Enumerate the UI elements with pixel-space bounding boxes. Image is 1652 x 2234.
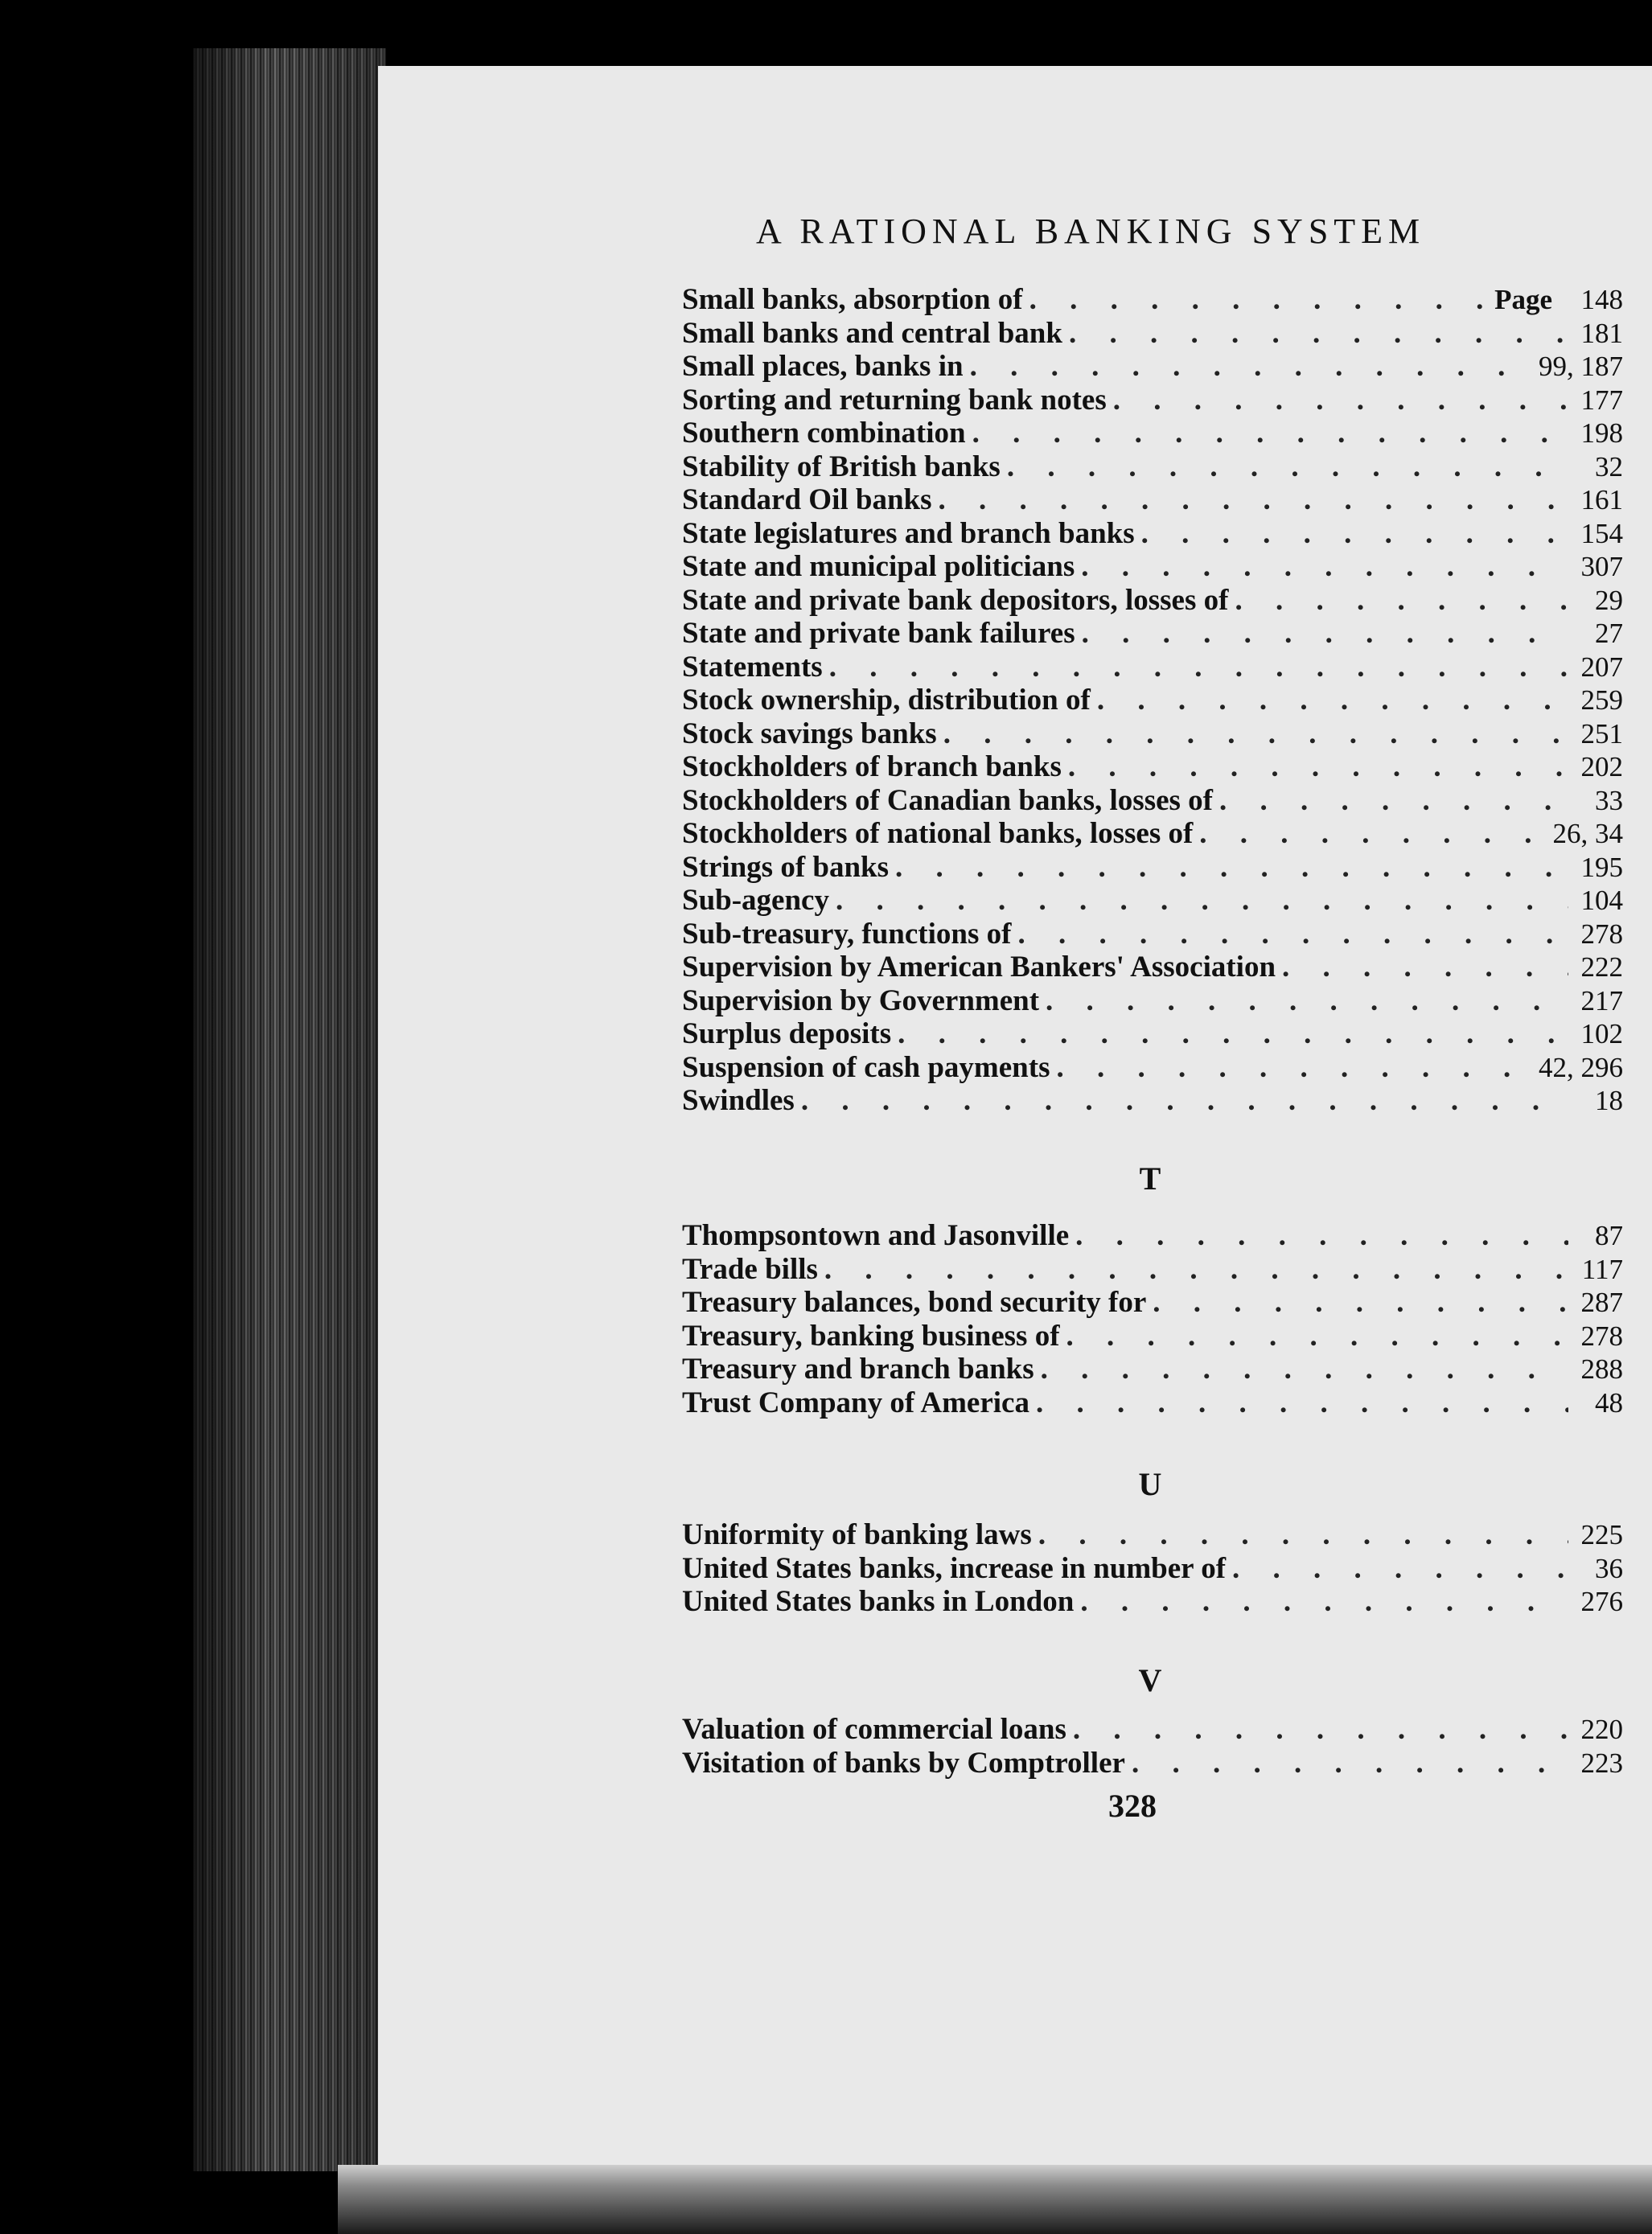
index-term: Treasury, banking business of <box>682 1319 1060 1353</box>
dot-leader <box>1036 1386 1568 1420</box>
page-reference: 32 <box>1595 450 1623 483</box>
index-term: Southern combination <box>682 417 966 450</box>
index-entry <box>682 717 1623 751</box>
index-term: Treasury and branch banks <box>682 1353 1034 1386</box>
index-term: Thompsontown and Jasonville <box>682 1219 1070 1252</box>
dot-leader <box>829 651 1568 684</box>
page-reference: 48 <box>1595 1386 1623 1419</box>
dot-leader <box>1029 283 1489 317</box>
dot-leader <box>1007 450 1568 484</box>
index-term: Trust Company of America <box>682 1386 1029 1419</box>
page-reference: 225 <box>1580 1519 1623 1550</box>
index-section-t <box>682 1219 1623 1419</box>
dot-leader <box>1282 951 1568 984</box>
dot-leader <box>1199 817 1546 851</box>
index-entry <box>682 984 1623 1018</box>
dot-leader <box>1097 684 1568 717</box>
page-reference: 148 <box>1580 284 1623 315</box>
index-entry <box>682 884 1623 918</box>
page-reference: 18 <box>1595 1085 1623 1116</box>
index-section-s <box>682 283 1623 1118</box>
index-entry <box>682 851 1623 885</box>
index-entry <box>682 1017 1623 1051</box>
index-term: Stock savings banks <box>682 717 937 750</box>
dot-leader <box>943 717 1568 751</box>
dot-leader <box>836 884 1568 918</box>
index-entry <box>682 1320 1623 1353</box>
index-entry <box>682 350 1623 384</box>
page-reference: 251 <box>1580 717 1623 749</box>
index-term: Swindles <box>682 1084 795 1117</box>
dot-leader <box>1017 918 1568 951</box>
index-entry <box>682 1585 1623 1619</box>
index-term: State and municipal politicians <box>682 550 1075 583</box>
index-entry <box>682 1353 1623 1386</box>
page-reference: 27 <box>1595 618 1623 649</box>
page-reference: 202 <box>1580 751 1623 782</box>
index-term: Valuation of commercial loans <box>682 1713 1066 1746</box>
index-term: Small banks and central bank <box>682 316 1062 350</box>
index-entry <box>682 1518 1623 1552</box>
index-term: Supervision by American Bankers' Association <box>682 951 1276 984</box>
dot-leader <box>1038 1518 1568 1552</box>
page-reference: 220 <box>1580 1714 1623 1745</box>
index-entry <box>682 1084 1623 1118</box>
index-entry <box>682 1253 1623 1287</box>
index-entry <box>682 617 1623 651</box>
dot-leader <box>895 851 1568 885</box>
page-reference: 99, 187 <box>1539 351 1623 382</box>
index-section-u <box>682 1518 1623 1619</box>
dot-leader <box>1056 1051 1532 1085</box>
page-reference: 181 <box>1580 317 1623 349</box>
index-term: Stability of British banks <box>682 450 1001 483</box>
index-term: Suspension of cash payments <box>682 1050 1050 1084</box>
dot-leader <box>1219 784 1568 818</box>
index-term: Statements <box>682 650 823 684</box>
index-term: Stockholders of Canadian banks, losses of <box>682 783 1213 817</box>
index-entry <box>682 550 1623 584</box>
index-term: State and private bank failures <box>682 617 1075 650</box>
dot-leader <box>1041 1353 1568 1386</box>
index-term: Strings of banks <box>682 850 890 884</box>
index-term: State and private bank depositors, losses of <box>682 583 1229 617</box>
page-label: Page <box>1494 284 1552 315</box>
index-entry <box>682 1747 1623 1780</box>
page-reference: 223 <box>1580 1747 1623 1779</box>
dot-leader <box>1132 1747 1568 1780</box>
index-entry <box>682 1386 1623 1420</box>
dot-leader <box>1080 1585 1568 1619</box>
dot-leader <box>1082 617 1568 651</box>
index-term: Uniformity of banking laws <box>682 1518 1032 1551</box>
index-entry <box>682 317 1623 351</box>
page-reference: 217 <box>1580 984 1623 1016</box>
index-entry <box>682 951 1623 984</box>
index-entry <box>682 1552 1623 1586</box>
index-entry <box>682 283 1623 317</box>
index-term: Small banks, absorption of <box>682 283 1023 316</box>
page-reference: 29 <box>1595 584 1623 616</box>
page-reference: 177 <box>1580 384 1623 416</box>
page-reference: 278 <box>1580 1320 1623 1352</box>
index-entry <box>682 1219 1623 1253</box>
index-section-v <box>682 1713 1623 1780</box>
index-term: United States banks in London <box>682 1585 1075 1618</box>
page-reference: 278 <box>1580 918 1623 950</box>
page-reference: 259 <box>1580 684 1623 716</box>
page-reference: 307 <box>1580 551 1623 582</box>
dot-leader <box>939 483 1568 517</box>
section-letter-u: U <box>1138 1466 1162 1502</box>
page-reference: 26, 34 <box>1552 818 1623 849</box>
index-term: Trade bills <box>682 1252 818 1286</box>
page-reference: 117 <box>1581 1253 1623 1285</box>
dot-leader <box>1069 317 1568 351</box>
page-reference: 195 <box>1580 851 1623 883</box>
page-reference: 207 <box>1580 651 1623 683</box>
page-reference: 276 <box>1580 1586 1623 1617</box>
page-reference: 33 <box>1595 784 1623 816</box>
index-entry <box>682 651 1623 684</box>
page-reference: 87 <box>1595 1220 1623 1251</box>
book-bottom-edge <box>338 2165 1652 2234</box>
index-term: Supervision by Government <box>682 984 1040 1017</box>
index-term: Sub-agency <box>682 884 829 917</box>
dot-leader <box>1046 984 1568 1018</box>
index-entry <box>682 817 1623 851</box>
dot-leader <box>1232 1552 1568 1586</box>
dot-leader <box>801 1084 1568 1118</box>
dot-leader <box>1153 1286 1568 1320</box>
index-term: United States banks, increase in number of <box>682 1551 1227 1585</box>
dot-leader <box>1073 1713 1568 1747</box>
index-term: Visitation of banks by Comptroller <box>682 1746 1125 1780</box>
dot-leader <box>1075 1219 1568 1253</box>
page-reference: 42, 296 <box>1539 1051 1623 1083</box>
index-entry <box>682 784 1623 818</box>
page-reference: 288 <box>1580 1353 1623 1385</box>
index-entry <box>682 384 1623 417</box>
dot-leader <box>1141 517 1568 551</box>
index-entry <box>682 1051 1623 1085</box>
index-entry <box>682 1713 1623 1747</box>
dot-leader <box>1235 584 1568 618</box>
index-entry <box>682 483 1623 517</box>
index-term: Stock ownership, distribution of <box>682 684 1091 717</box>
dot-leader <box>1081 550 1568 584</box>
index-entry <box>682 450 1623 484</box>
index-term: Sorting and returning bank notes <box>682 383 1107 417</box>
page-reference: 104 <box>1580 885 1623 916</box>
index-term: Surplus deposits <box>682 1017 892 1050</box>
index-entry <box>682 750 1623 784</box>
dot-leader <box>972 417 1568 450</box>
index-entry <box>682 1286 1623 1320</box>
index-entry <box>682 584 1623 618</box>
index-term: Standard Oil banks <box>682 483 932 516</box>
index-entry <box>682 517 1623 551</box>
index-entry <box>682 417 1623 450</box>
page-reference: 222 <box>1580 951 1623 983</box>
index-term: State legislatures and branch banks <box>682 516 1135 550</box>
page-reference: 102 <box>1580 1018 1623 1049</box>
index-term: Stockholders of national banks, losses of <box>682 817 1194 850</box>
page-reference: 154 <box>1580 517 1623 549</box>
dot-leader <box>970 350 1532 384</box>
index-term: Stockholders of branch banks <box>682 750 1062 783</box>
running-head: A RATIONAL BANKING SYSTEM <box>756 211 1426 251</box>
dot-leader <box>1113 384 1568 417</box>
index-entry <box>682 918 1623 951</box>
index-term: Small places, banks in <box>682 350 964 383</box>
page-reference: 198 <box>1580 417 1623 449</box>
index-entry <box>682 684 1623 717</box>
dot-leader <box>824 1253 1568 1287</box>
dot-leader <box>1066 1320 1568 1353</box>
dot-leader <box>898 1017 1568 1051</box>
section-letter-t: T <box>1139 1160 1161 1197</box>
index-term: Treasury balances, bond security for <box>682 1286 1147 1319</box>
page-number: 328 <box>1108 1788 1157 1824</box>
page-reference: 161 <box>1580 484 1623 515</box>
page-reference: 287 <box>1580 1287 1623 1318</box>
section-letter-v: V <box>1138 1662 1162 1698</box>
dot-leader <box>1068 750 1568 784</box>
page-edge-shadow <box>193 48 386 2171</box>
index-term: Sub-treasury, functions of <box>682 917 1012 951</box>
page-reference: 36 <box>1595 1552 1623 1584</box>
